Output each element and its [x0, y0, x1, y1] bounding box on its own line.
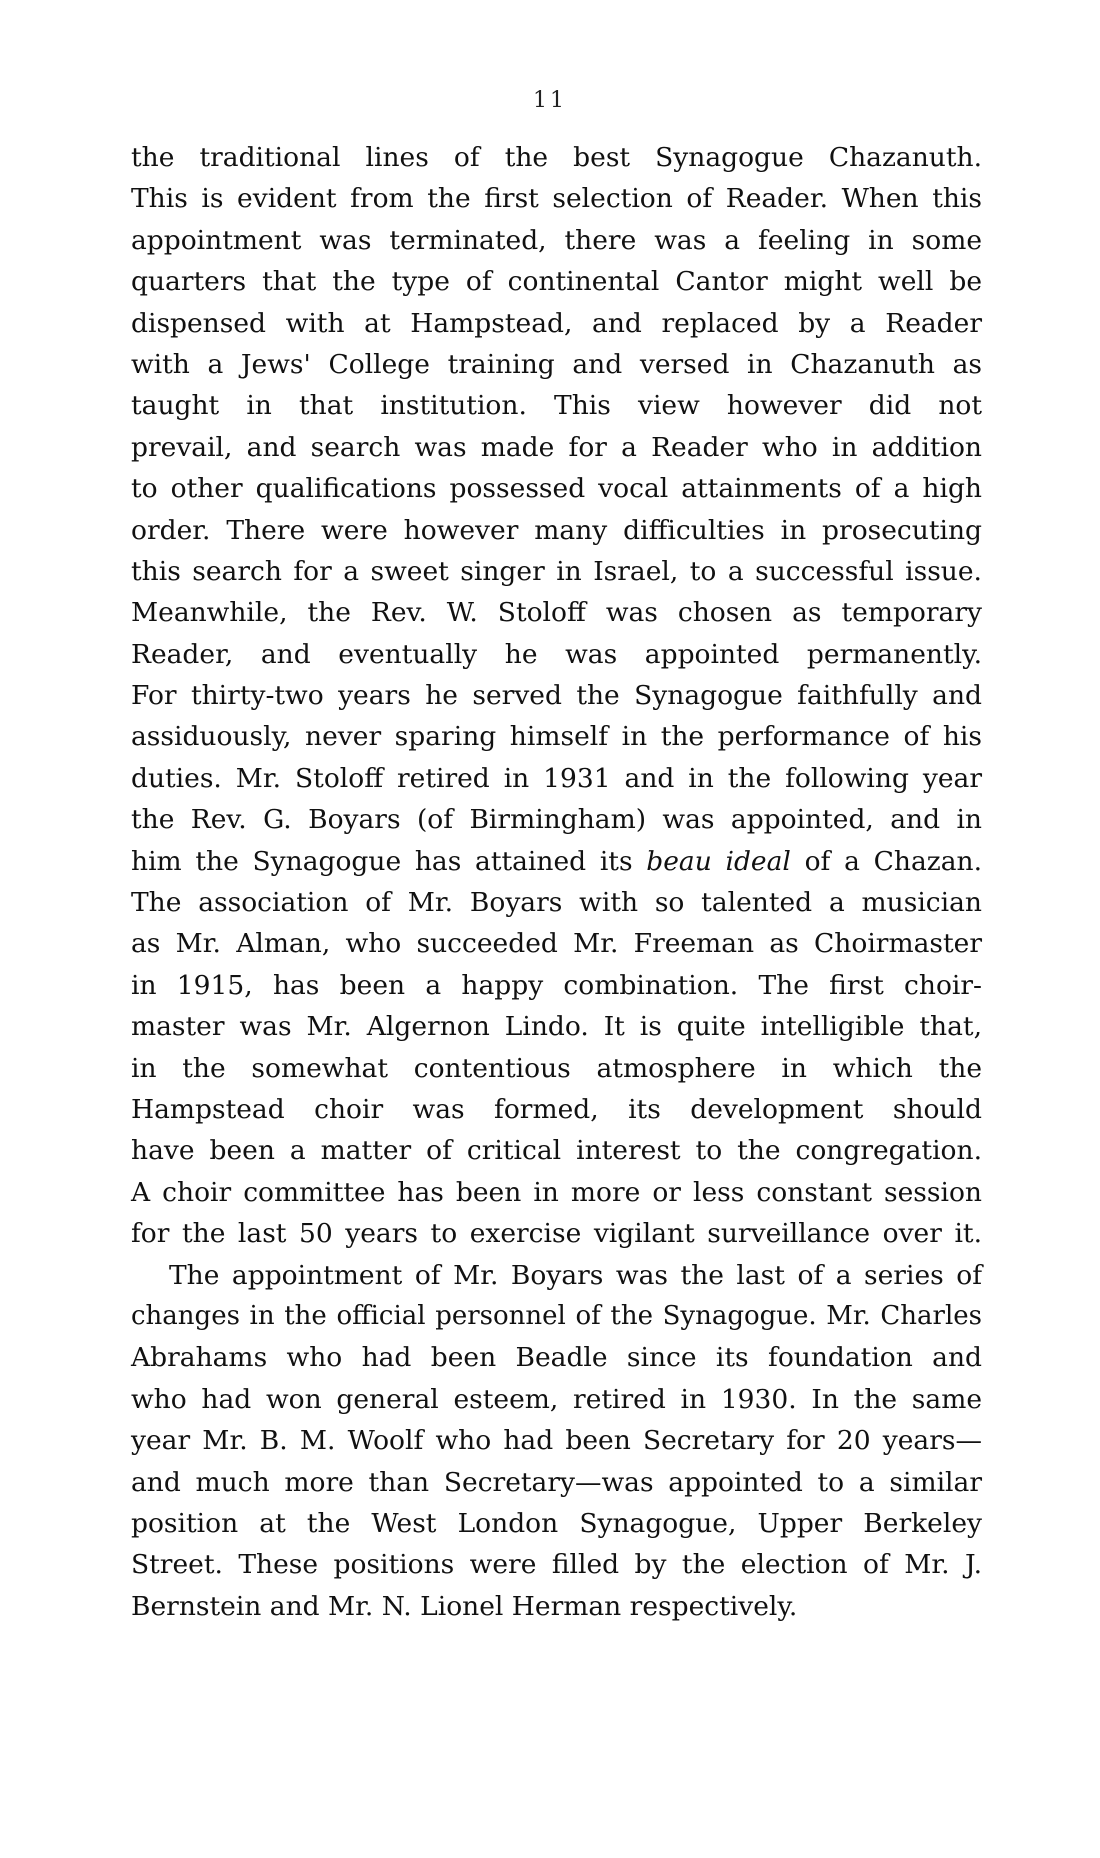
- text-line: A choir committee has been in more or less constant session: [131, 1176, 982, 1208]
- body-text: [131, 137, 982, 1627]
- text-line: the traditional lines of the best Synagogue Chazanuth.: [131, 142, 982, 173]
- text-line: assiduously, never sparing himself in the performance of his: [131, 721, 982, 753]
- text-line: for the last 50 years to exercise vigilant surveillance over it.: [131, 1218, 982, 1250]
- text-line: duties. Mr. Stoloff retired in 1931 and in the following year: [131, 762, 982, 794]
- text-line: prevail, and search was made for a Reader who in addition: [131, 431, 982, 463]
- text-line: appointment was terminated, there was a feeling in some: [131, 224, 982, 256]
- text-line: in 1915, has been a happy combination. The first choir-: [131, 969, 982, 1001]
- text-line: Meanwhile, the Rev. W. Stoloff was chosen as temporary: [131, 597, 982, 629]
- text-fragment: of a Chazan.: [790, 845, 982, 877]
- text-line: Abrahams who had been Beadle since its foundation and: [131, 1342, 982, 1374]
- page-number: 11: [533, 88, 567, 113]
- text-line: order. There were however many difficulties in prosecuting: [131, 514, 982, 546]
- text-line: have been a matter of critical interest to the congregation.: [131, 1135, 982, 1167]
- text-line: master was Mr. Algernon Lindo. It is quite intelligible that,: [131, 1011, 982, 1043]
- text-line-with-italic: [131, 841, 982, 882]
- text-line: the Rev. G. Boyars (of Birmingham) was appointed, and in: [131, 804, 982, 836]
- text-line: Street. These positions were filled by the election of Mr. J.: [131, 1549, 982, 1581]
- text-line: changes in the official personnel of the Synagogue. Mr. Charles: [131, 1300, 982, 1331]
- text-line: For thirty-two years he served the Synagogue faithfully and: [131, 680, 982, 712]
- text-line: Reader, and eventually he was appointed permanently.: [131, 638, 982, 670]
- text-line: this search for a sweet singer in Israel, to a successful issue.: [131, 555, 982, 587]
- italic-phrase: beau ideal: [646, 845, 791, 877]
- text-line: year Mr. B. M. Woolf who had been Secretary for 20 years—: [131, 1425, 982, 1457]
- paragraph-first-line: The appointment of Mr. Boyars was the last of a series of: [169, 1259, 982, 1291]
- text-line: quarters that the type of continental Cantor might well be: [131, 266, 982, 298]
- text-line: This is evident from the first selection of Reader. When this: [131, 183, 982, 215]
- text-line: The association of Mr. Boyars with so talented a musician: [131, 887, 982, 919]
- text-line: who had won general esteem, retired in 1930. In the same: [131, 1383, 982, 1415]
- text-line: with a Jews' College training and versed in Chazanuth as: [131, 348, 982, 380]
- text-line: position at the West London Synagogue, Upper Berkeley: [131, 1507, 982, 1539]
- text-line: Hampstead choir was formed, its development should: [131, 1093, 982, 1125]
- text-line: taught in that institution. This view however did not: [131, 390, 982, 422]
- text-line: and much more than Secretary—was appointed to a similar: [131, 1466, 982, 1498]
- text-fragment: him the Synagogue has attained its: [131, 845, 647, 877]
- text-line: as Mr. Alman, who succeeded Mr. Freeman as Choirmaster: [131, 928, 982, 960]
- text-line: to other qualifications possessed vocal attainments of a high: [131, 473, 982, 505]
- text-line: in the somewhat contentious atmosphere in which the: [131, 1052, 982, 1084]
- text-line: dispensed with at Hampstead, and replaced by a Reader: [131, 307, 982, 339]
- paragraph-last-line: Bernstein and Mr. N. Lionel Herman respectively.: [131, 1590, 798, 1622]
